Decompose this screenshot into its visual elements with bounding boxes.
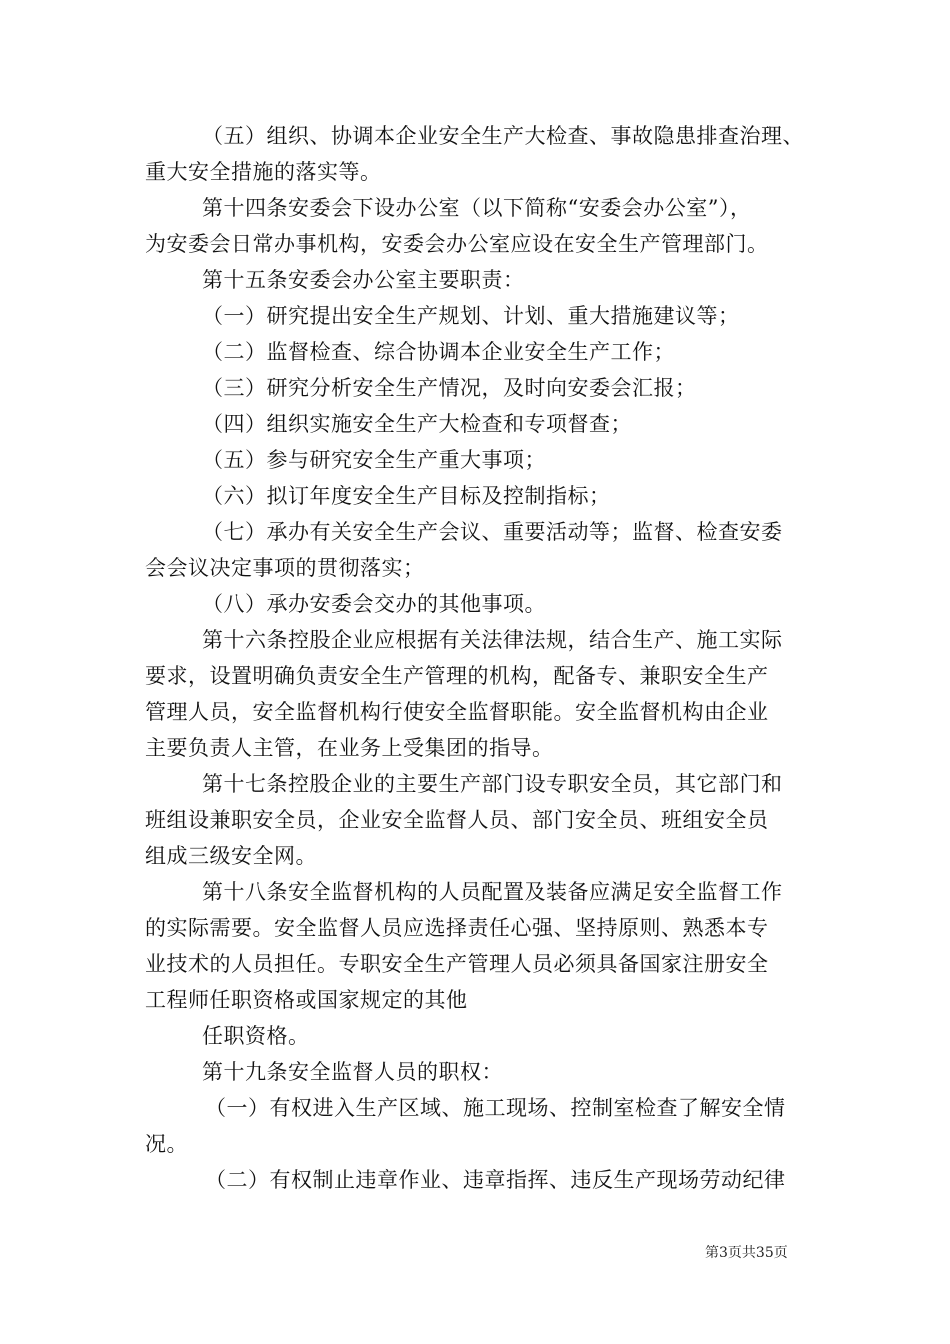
- text-line-23: 的实际需要。安全监督人员应选择责任心强、坚持原则、熟悉本专: [145, 916, 769, 940]
- text-line-17: 管理人员，安全监督机构行使安全监督职能。安全监督机构由企业: [145, 700, 769, 724]
- text-line-25: 工程师任职资格或国家规定的其他: [145, 988, 468, 1012]
- text-line-16: 要求，设置明确负责安全生产管理的机构，配备专、兼职安全生产: [145, 664, 769, 688]
- text-line-3: 第十四条安委会下设办公室（以下简称“安委会办公室”），: [202, 196, 752, 220]
- text-line-19: 第十七条控股企业的主要生产部门设专职安全员，其它部门和: [202, 772, 783, 796]
- text-line-29: 况。: [145, 1132, 188, 1156]
- text-line-9: （四）组织实施安全生产大检查和专项督查；: [202, 412, 632, 436]
- text-line-30: （二）有权制止违章作业、违章指挥、违反生产现场劳动纪律: [205, 1168, 786, 1192]
- text-line-7: （二）监督检查、综合协调本企业安全生产工作；: [202, 340, 675, 364]
- text-line-15: 第十六条控股企业应根据有关法律法规，结合生产、施工实际: [202, 628, 783, 652]
- text-line-12: （七）承办有关安全生产会议、重要活动等；监督、检查安委: [202, 520, 783, 544]
- text-line-26: 任职资格。: [202, 1024, 310, 1048]
- text-line-18: 主要负责人主管，在业务上受集团的指导。: [145, 736, 554, 760]
- document-body: [145, 118, 825, 1198]
- text-line-24: 业技术的人员担任。专职安全生产管理人员必须具备国家注册安全: [145, 952, 769, 976]
- text-line-5: 第十五条安委会办公室主要职责：: [202, 268, 525, 292]
- text-line-11: （六）拟订年度安全生产目标及控制指标；: [202, 484, 611, 508]
- text-line-20: 班组设兼职安全员，企业安全监督人员、部门安全员、班组安全员: [145, 808, 769, 832]
- page-number-footer: 第3页共35页: [705, 1245, 788, 1261]
- text-line-14: （八）承办安委会交办的其他事项。: [202, 592, 546, 616]
- text-line-8: （三）研究分析安全生产情况，及时向安委会汇报；: [202, 376, 697, 400]
- text-line-4: 为安委会日常办事机构，安委会办公室应设在安全生产管理部门。: [145, 232, 769, 256]
- text-line-22: 第十八条安全监督机构的人员配置及装备应满足安全监督工作: [202, 880, 783, 904]
- text-line-13: 会会议决定事项的贯彻落实；: [145, 556, 425, 580]
- text-line-1: （五）组织、协调本企业安全生产大检查、事故隐患排查治理、: [202, 124, 804, 148]
- text-line-28: （一）有权进入生产区域、施工现场、控制室检查了解安全情: [205, 1096, 786, 1120]
- text-line-27: 第十九条安全监督人员的职权：: [202, 1060, 503, 1084]
- text-line-2: 重大安全措施的落实等。: [145, 160, 382, 184]
- text-line-10: （五）参与研究安全生产重大事项；: [202, 448, 546, 472]
- text-line-21: 组成三级安全网。: [145, 844, 317, 868]
- text-line-6: （一）研究提出安全生产规划、计划、重大措施建议等；: [202, 304, 740, 328]
